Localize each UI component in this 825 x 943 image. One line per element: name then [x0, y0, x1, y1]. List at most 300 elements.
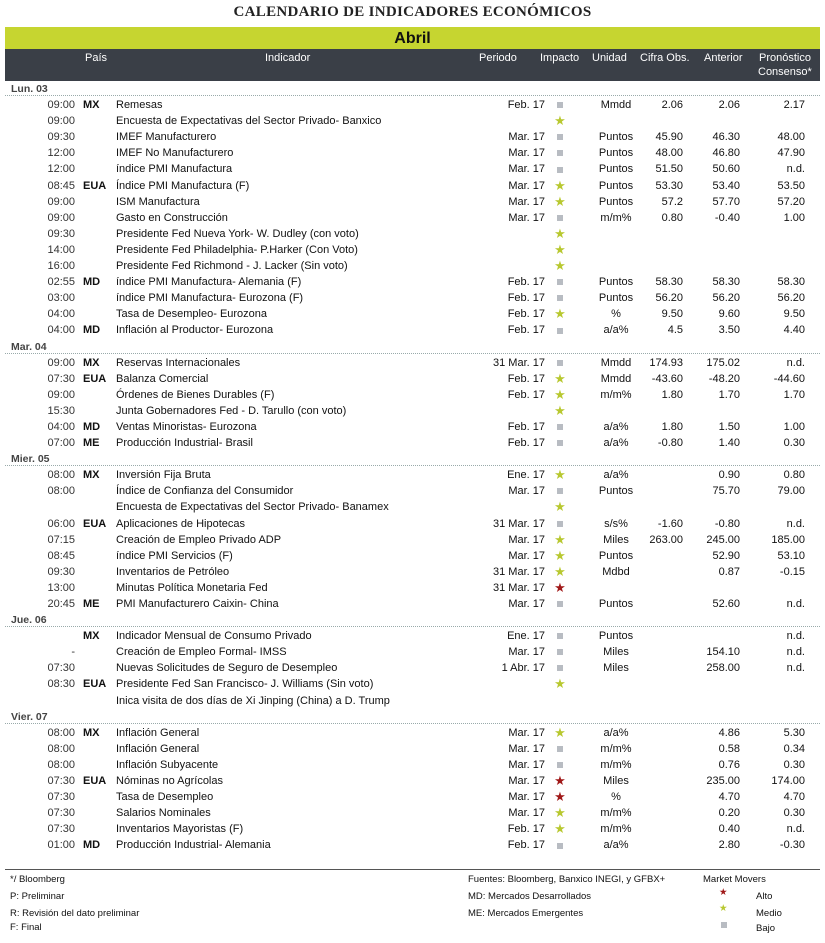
- observed-cell: 45.90: [655, 131, 683, 144]
- forecast-cell: -44.60: [773, 372, 805, 385]
- day-label: Vier. 07: [11, 710, 48, 723]
- impact-star-icon: [553, 821, 567, 838]
- time-cell: 09:30: [47, 565, 75, 578]
- unit-cell: Puntos: [598, 485, 634, 498]
- previous-cell: 52.60: [712, 598, 740, 610]
- forecast-cell: 57.20: [777, 195, 805, 208]
- observed-cell: 57.2: [661, 195, 683, 208]
- impact-star-icon: [553, 242, 567, 259]
- medium-impact-star-icon: ★: [554, 531, 566, 547]
- period-cell: 31 Mar. 17: [493, 581, 545, 594]
- unit-cell: m/m%: [600, 211, 632, 224]
- medium-impact-star-icon: ★: [554, 724, 566, 740]
- unit-cell: m/m%: [600, 807, 632, 820]
- time-cell: 09:00: [47, 211, 75, 224]
- month-banner: Abril: [5, 27, 820, 49]
- previous-cell: 50.60: [712, 163, 740, 176]
- unit-cell: a/a%: [603, 469, 629, 482]
- indicator-cell: Encuesta de Expectativas del Sector Privado- Banxico: [116, 115, 382, 128]
- country-cell: MD: [83, 276, 101, 289]
- observed-cell: 1.80: [661, 420, 683, 433]
- time-cell: 04:00: [47, 308, 75, 321]
- time-cell: 07:00: [47, 437, 75, 450]
- country-cell: EUA: [83, 179, 107, 192]
- table-row: [5, 564, 820, 580]
- impact-square-icon: [553, 322, 567, 338]
- impact-square-icon: [553, 435, 567, 451]
- observed-cell: 1.80: [661, 388, 683, 401]
- observed-cell: 48.00: [655, 147, 683, 160]
- day-header: [5, 612, 820, 628]
- forecast-cell: 4.40: [783, 324, 805, 337]
- legend-high-star-icon: ★: [719, 887, 728, 898]
- time-cell: 02:55: [47, 276, 75, 289]
- previous-cell: -0.80: [714, 517, 740, 530]
- unit-cell: m/m%: [600, 758, 632, 771]
- low-impact-square-icon: [557, 150, 563, 156]
- country-cell: ME: [83, 598, 100, 610]
- table-row: [5, 628, 820, 644]
- forecast-cell: 1.00: [783, 420, 805, 433]
- impact-square-icon: [553, 210, 567, 226]
- impact-square-icon: [553, 129, 567, 145]
- indicator-cell: Creación de Empleo Privado ADP: [116, 533, 282, 546]
- indicator-cell: índice PMI Manufactura: [116, 163, 233, 176]
- impact-square-icon: [553, 660, 567, 676]
- period-cell: Mar. 17: [508, 807, 545, 820]
- indicator-cell: Ventas Minoristas- Eurozona: [116, 420, 257, 433]
- high-impact-star-icon: ★: [554, 789, 566, 805]
- table-row: [5, 741, 820, 757]
- unit-cell: Miles: [603, 662, 629, 675]
- period-cell: Mar. 17: [508, 131, 545, 144]
- medium-impact-star-icon: ★: [554, 805, 566, 821]
- indicator-cell: Reservas Internacionales: [116, 356, 241, 369]
- table-row: [5, 145, 820, 161]
- low-impact-square-icon: [557, 762, 563, 768]
- period-cell: Mar. 17: [508, 791, 545, 804]
- time-cell: 07:30: [47, 775, 75, 788]
- time-cell: 08:00: [47, 726, 75, 739]
- footnote-final: F: Final: [10, 922, 42, 933]
- calendar-table: [5, 81, 820, 854]
- table-row: [5, 161, 820, 177]
- unit-cell: Mmdd: [600, 356, 632, 369]
- forecast-cell: 0.30: [783, 758, 805, 771]
- previous-cell: 1.40: [718, 437, 740, 450]
- table-row: [5, 419, 820, 435]
- low-impact-square-icon: [557, 746, 563, 752]
- table-row: [5, 596, 820, 612]
- impact-square-icon: [553, 419, 567, 435]
- period-cell: Mar. 17: [508, 598, 545, 610]
- time-cell: 08:00: [47, 469, 75, 482]
- period-cell: Mar. 17: [508, 147, 545, 160]
- medium-impact-star-icon: ★: [554, 258, 566, 274]
- low-impact-square-icon: [557, 601, 563, 607]
- observed-cell: 0.80: [661, 211, 683, 224]
- forecast-cell: n.d.: [786, 823, 805, 836]
- impact-star-icon: [553, 306, 567, 323]
- forecast-cell: 0.34: [783, 742, 805, 755]
- period-cell: Mar. 17: [508, 758, 545, 771]
- previous-cell: 0.58: [718, 742, 740, 755]
- country-cell: MX: [83, 356, 100, 369]
- day-label: Mier. 05: [11, 453, 50, 466]
- table-row: [5, 789, 820, 805]
- period-cell: Feb. 17: [507, 372, 545, 385]
- low-impact-square-icon: [557, 295, 563, 301]
- previous-cell: 3.50: [718, 324, 740, 337]
- unit-cell: Puntos: [598, 292, 634, 305]
- indicator-cell: Minutas Política Monetaria Fed: [116, 581, 268, 594]
- unit-cell: Puntos: [598, 549, 634, 562]
- footnote-me: ME: Mercados Emergentes: [468, 908, 584, 919]
- unit-cell: Puntos: [598, 179, 634, 192]
- footnote-preliminar: P: Preliminar: [10, 891, 65, 902]
- medium-impact-star-icon: ★: [554, 370, 566, 386]
- table-row: [5, 676, 820, 692]
- indicator-cell: Producción Industrial- Alemania: [116, 839, 271, 852]
- observed-cell: -1.60: [657, 517, 683, 530]
- table-row: [5, 548, 820, 564]
- header-pronostico: Pronóstico: [759, 52, 811, 64]
- legend-bajo: Bajo: [756, 923, 776, 934]
- indicator-cell: PMI Manufacturero Caixin- China: [116, 598, 279, 610]
- footnote-md: MD: Mercados Desarrollados: [468, 891, 592, 902]
- impact-star-icon: [553, 676, 567, 693]
- indicator-cell: Tasa de Desempleo- Eurozona: [116, 308, 268, 321]
- table-row: [5, 242, 820, 258]
- forecast-cell: n.d.: [786, 598, 805, 610]
- unit-cell: Puntos: [598, 195, 634, 208]
- table-row: [5, 274, 820, 290]
- indicator-cell: Inflación al Productor- Eurozona: [116, 324, 274, 337]
- indicator-cell: Nuevas Solicitudes de Seguro de Desempleo: [116, 662, 338, 675]
- indicator-cell: Encuesta de Expectativas del Sector Privado- Banamex: [116, 501, 389, 514]
- impact-star-icon: [553, 773, 567, 790]
- period-cell: Mar. 17: [508, 646, 545, 659]
- table-row: [5, 821, 820, 837]
- indicator-cell: Balanza Comercial: [116, 372, 209, 385]
- low-impact-square-icon: [557, 215, 563, 221]
- time-cell: 07:30: [47, 791, 75, 804]
- time-cell: 20:45: [47, 598, 75, 610]
- legend-low-square-icon: [721, 920, 727, 931]
- country-cell: MX: [83, 726, 100, 739]
- observed-cell: 58.30: [655, 276, 683, 289]
- medium-impact-star-icon: ★: [554, 402, 566, 418]
- impact-star-icon: [553, 258, 567, 275]
- medium-impact-star-icon: ★: [554, 193, 566, 209]
- time-cell: 07:30: [47, 662, 75, 675]
- impact-star-icon: [553, 548, 567, 565]
- indicator-cell: Presidente Fed Nueva York- W. Dudley (con voto): [116, 227, 359, 240]
- previous-cell: 46.30: [712, 131, 740, 144]
- country-cell: EUA: [83, 372, 107, 385]
- forecast-cell: n.d.: [786, 630, 805, 643]
- forecast-cell: -0.15: [779, 565, 805, 578]
- legend-alto: Alto: [756, 891, 773, 902]
- indicator-cell: Inversión Fija Bruta: [116, 469, 211, 482]
- impact-star-icon: [553, 194, 567, 211]
- impact-star-icon: [553, 467, 567, 484]
- impact-star-icon: [553, 789, 567, 806]
- previous-cell: 52.90: [712, 549, 740, 562]
- impact-star-icon: [553, 371, 567, 388]
- previous-cell: 0.40: [718, 823, 740, 836]
- time-cell: 08:00: [47, 485, 75, 498]
- forecast-cell: n.d.: [786, 356, 805, 369]
- time-cell: 14:00: [47, 243, 75, 256]
- table-row: [5, 532, 820, 548]
- forecast-cell: 53.10: [777, 549, 805, 562]
- indicator-cell: Remesas: [116, 99, 163, 112]
- impact-star-icon: [553, 580, 567, 597]
- previous-cell: 9.60: [718, 308, 740, 321]
- indicator-cell: Presidente Fed San Francisco- J. Williams (Sin voto): [116, 678, 374, 691]
- table-row: [5, 371, 820, 387]
- forecast-cell: 4.70: [783, 791, 805, 804]
- country-cell: EUA: [83, 517, 107, 530]
- previous-cell: -0.40: [714, 211, 740, 224]
- unit-cell: Puntos: [598, 131, 634, 144]
- period-cell: 31 Mar. 17: [493, 517, 545, 530]
- indicator-cell: Presidente Fed Philadelphia- P.Harker (Con Voto): [116, 243, 358, 256]
- medium-impact-star-icon: ★: [554, 306, 566, 322]
- impact-star-icon: [553, 805, 567, 822]
- medium-impact-star-icon: ★: [554, 676, 566, 692]
- previous-cell: 235.00: [706, 775, 740, 788]
- period-cell: Mar. 17: [508, 211, 545, 224]
- forecast-cell: -0.30: [779, 839, 805, 852]
- period-cell: Mar. 17: [508, 485, 545, 498]
- period-cell: Ene. 17: [507, 630, 545, 643]
- table-row: [5, 483, 820, 499]
- previous-cell: 175.02: [706, 356, 740, 369]
- indicator-cell: Creación de Empleo Formal- IMSS: [116, 646, 287, 659]
- medium-impact-star-icon: ★: [554, 821, 566, 837]
- previous-cell: 4.70: [718, 791, 740, 804]
- unit-cell: %: [611, 791, 621, 804]
- indicator-cell: índice PMI Manufactura- Alemania (F): [116, 276, 302, 289]
- indicator-cell: índice PMI Servicios (F): [116, 549, 233, 562]
- time-cell: 12:00: [47, 147, 75, 160]
- period-cell: Ene. 17: [507, 469, 545, 482]
- time-cell: -: [71, 646, 75, 659]
- forecast-cell: 1.70: [783, 388, 805, 401]
- impact-star-icon: [553, 387, 567, 404]
- legend-medio: Medio: [756, 908, 782, 919]
- time-cell: 09:30: [47, 131, 75, 144]
- unit-cell: Miles: [603, 646, 629, 659]
- indicator-cell: Tasa de Desempleo: [116, 791, 214, 804]
- table-header: [5, 49, 820, 81]
- time-cell: 07:30: [47, 372, 75, 385]
- day-header: [5, 339, 820, 355]
- indicator-cell: Aplicaciones de Hipotecas: [116, 517, 246, 530]
- footer-divider: [5, 869, 820, 870]
- previous-cell: 75.70: [712, 485, 740, 498]
- previous-cell: 4.86: [718, 726, 740, 739]
- time-cell: 12:00: [47, 163, 75, 176]
- period-cell: 31 Mar. 17: [493, 356, 545, 369]
- period-cell: Mar. 17: [508, 549, 545, 562]
- forecast-cell: 2.17: [783, 99, 805, 112]
- unit-cell: Puntos: [598, 598, 634, 610]
- impact-star-icon: [553, 532, 567, 549]
- table-row: [5, 113, 820, 129]
- low-impact-square-icon: [557, 649, 563, 655]
- previous-cell: 53.40: [712, 179, 740, 192]
- table-row: [5, 757, 820, 773]
- table-row: [5, 660, 820, 676]
- table-row: [5, 644, 820, 660]
- time-cell: 09:00: [47, 115, 75, 128]
- medium-impact-star-icon: ★: [554, 386, 566, 402]
- impact-star-icon: [553, 178, 567, 195]
- time-cell: 09:00: [47, 99, 75, 112]
- table-row: [5, 467, 820, 483]
- impact-square-icon: [553, 161, 567, 177]
- time-cell: 08:45: [47, 179, 75, 192]
- impact-star-icon: [553, 226, 567, 243]
- legend-title: Market Movers: [703, 874, 766, 885]
- period-cell: Mar. 17: [508, 533, 545, 546]
- forecast-cell: 53.50: [777, 179, 805, 192]
- impact-square-icon: [553, 596, 567, 612]
- indicator-cell: Inventarios Mayoristas (F): [116, 823, 244, 836]
- period-cell: Feb. 17: [507, 308, 545, 321]
- table-row: [5, 322, 820, 338]
- previous-cell: -48.20: [708, 372, 740, 385]
- unit-cell: Puntos: [598, 276, 634, 289]
- table-row: [5, 210, 820, 226]
- low-impact-square-icon: [557, 424, 563, 430]
- table-row: [5, 516, 820, 532]
- previous-cell: 56.20: [712, 292, 740, 305]
- impact-square-icon: [553, 516, 567, 532]
- unit-cell: Miles: [603, 775, 629, 788]
- impact-square-icon: [553, 757, 567, 773]
- day-label: Lun. 03: [11, 83, 48, 95]
- unit-cell: a/a%: [603, 839, 629, 852]
- indicator-cell: IMEF No Manufacturero: [116, 147, 234, 160]
- observed-cell: 263.00: [649, 533, 683, 546]
- footnote-revision: R: Revisión del dato preliminar: [10, 908, 140, 919]
- unit-cell: Puntos: [598, 147, 634, 160]
- time-cell: 09:30: [47, 227, 75, 240]
- indicator-cell: Índice PMI Manufactura (F): [116, 179, 250, 192]
- medium-impact-star-icon: ★: [554, 547, 566, 563]
- legend-medium-star-icon: ★: [719, 903, 728, 914]
- impact-square-icon: [553, 837, 567, 853]
- time-cell: 08:00: [47, 742, 75, 755]
- impact-square-icon: [553, 628, 567, 644]
- indicator-cell: IMEF Manufacturero: [116, 131, 217, 144]
- time-cell: 09:00: [47, 195, 75, 208]
- footnote-bloomberg: */ Bloomberg: [10, 874, 65, 885]
- time-cell: 03:00: [47, 292, 75, 305]
- forecast-cell: n.d.: [786, 646, 805, 659]
- time-cell: 15:30: [47, 404, 75, 417]
- day-label: Jue. 06: [11, 614, 47, 627]
- indicator-cell: Inflación Subyacente: [116, 758, 219, 771]
- forecast-cell: 58.30: [777, 276, 805, 289]
- period-cell: Feb. 17: [507, 99, 545, 112]
- country-cell: MD: [83, 324, 101, 337]
- indicator-cell: Inica visita de dos días de Xi Jinping (China) a D. Trump: [116, 694, 390, 707]
- impact-square-icon: [553, 355, 567, 371]
- forecast-cell: n.d.: [786, 163, 805, 176]
- observed-cell: -0.80: [657, 437, 683, 450]
- period-cell: Mar. 17: [508, 726, 545, 739]
- table-row: [5, 805, 820, 821]
- forecast-cell: 0.30: [783, 807, 805, 820]
- period-cell: Mar. 17: [508, 163, 545, 176]
- previous-cell: 58.30: [712, 276, 740, 289]
- forecast-cell: 79.00: [777, 485, 805, 498]
- table-row: [5, 435, 820, 451]
- forecast-cell: n.d.: [786, 662, 805, 675]
- unit-cell: s/s%: [604, 517, 628, 530]
- previous-cell: 258.00: [706, 662, 740, 675]
- page-title: CALENDARIO DE INDICADORES ECONÓMICOS: [233, 4, 592, 20]
- table-row: [5, 97, 820, 113]
- unit-cell: Puntos: [598, 163, 634, 176]
- country-cell: MX: [83, 469, 100, 482]
- day-header: [5, 451, 820, 467]
- forecast-cell: 56.20: [777, 292, 805, 305]
- period-cell: Feb. 17: [507, 839, 545, 852]
- forecast-cell: 0.80: [783, 469, 805, 482]
- low-impact-square-icon: [557, 328, 563, 334]
- impact-star-icon: [553, 113, 567, 130]
- previous-cell: 1.50: [718, 420, 740, 433]
- impact-square-icon: [553, 290, 567, 306]
- impact-star-icon: [553, 403, 567, 420]
- time-cell: 08:00: [47, 758, 75, 771]
- low-impact-square-icon: [557, 633, 563, 639]
- previous-cell: 0.90: [718, 469, 740, 482]
- day-label: Mar. 04: [11, 340, 47, 353]
- period-cell: Feb. 17: [507, 324, 545, 337]
- medium-impact-star-icon: ★: [554, 225, 566, 241]
- table-row: [5, 725, 820, 741]
- header-unidad: Unidad: [592, 52, 627, 64]
- high-impact-star-icon: ★: [554, 579, 566, 595]
- impact-star-icon: [553, 564, 567, 581]
- table-row: [5, 355, 820, 371]
- table-row: [5, 258, 820, 274]
- observed-cell: 4.5: [667, 324, 683, 337]
- country-cell: MD: [83, 420, 101, 433]
- period-cell: 1 Abr. 17: [501, 662, 545, 675]
- indicator-cell: Inflación General: [116, 742, 200, 755]
- table-row: [5, 194, 820, 210]
- table-row: [5, 290, 820, 306]
- country-cell: MX: [83, 630, 100, 643]
- forecast-cell: 174.00: [771, 775, 805, 788]
- observed-cell: -43.60: [651, 372, 683, 385]
- observed-cell: 9.50: [661, 308, 683, 321]
- time-cell: 04:00: [47, 420, 75, 433]
- indicator-cell: Índice de Confianza del Consumidor: [116, 485, 294, 498]
- indicator-cell: Inventarios de Petróleo: [116, 565, 230, 578]
- observed-cell: 53.30: [655, 179, 683, 192]
- indicator-cell: Salarios Nominales: [116, 807, 211, 820]
- unit-cell: a/a%: [603, 437, 629, 450]
